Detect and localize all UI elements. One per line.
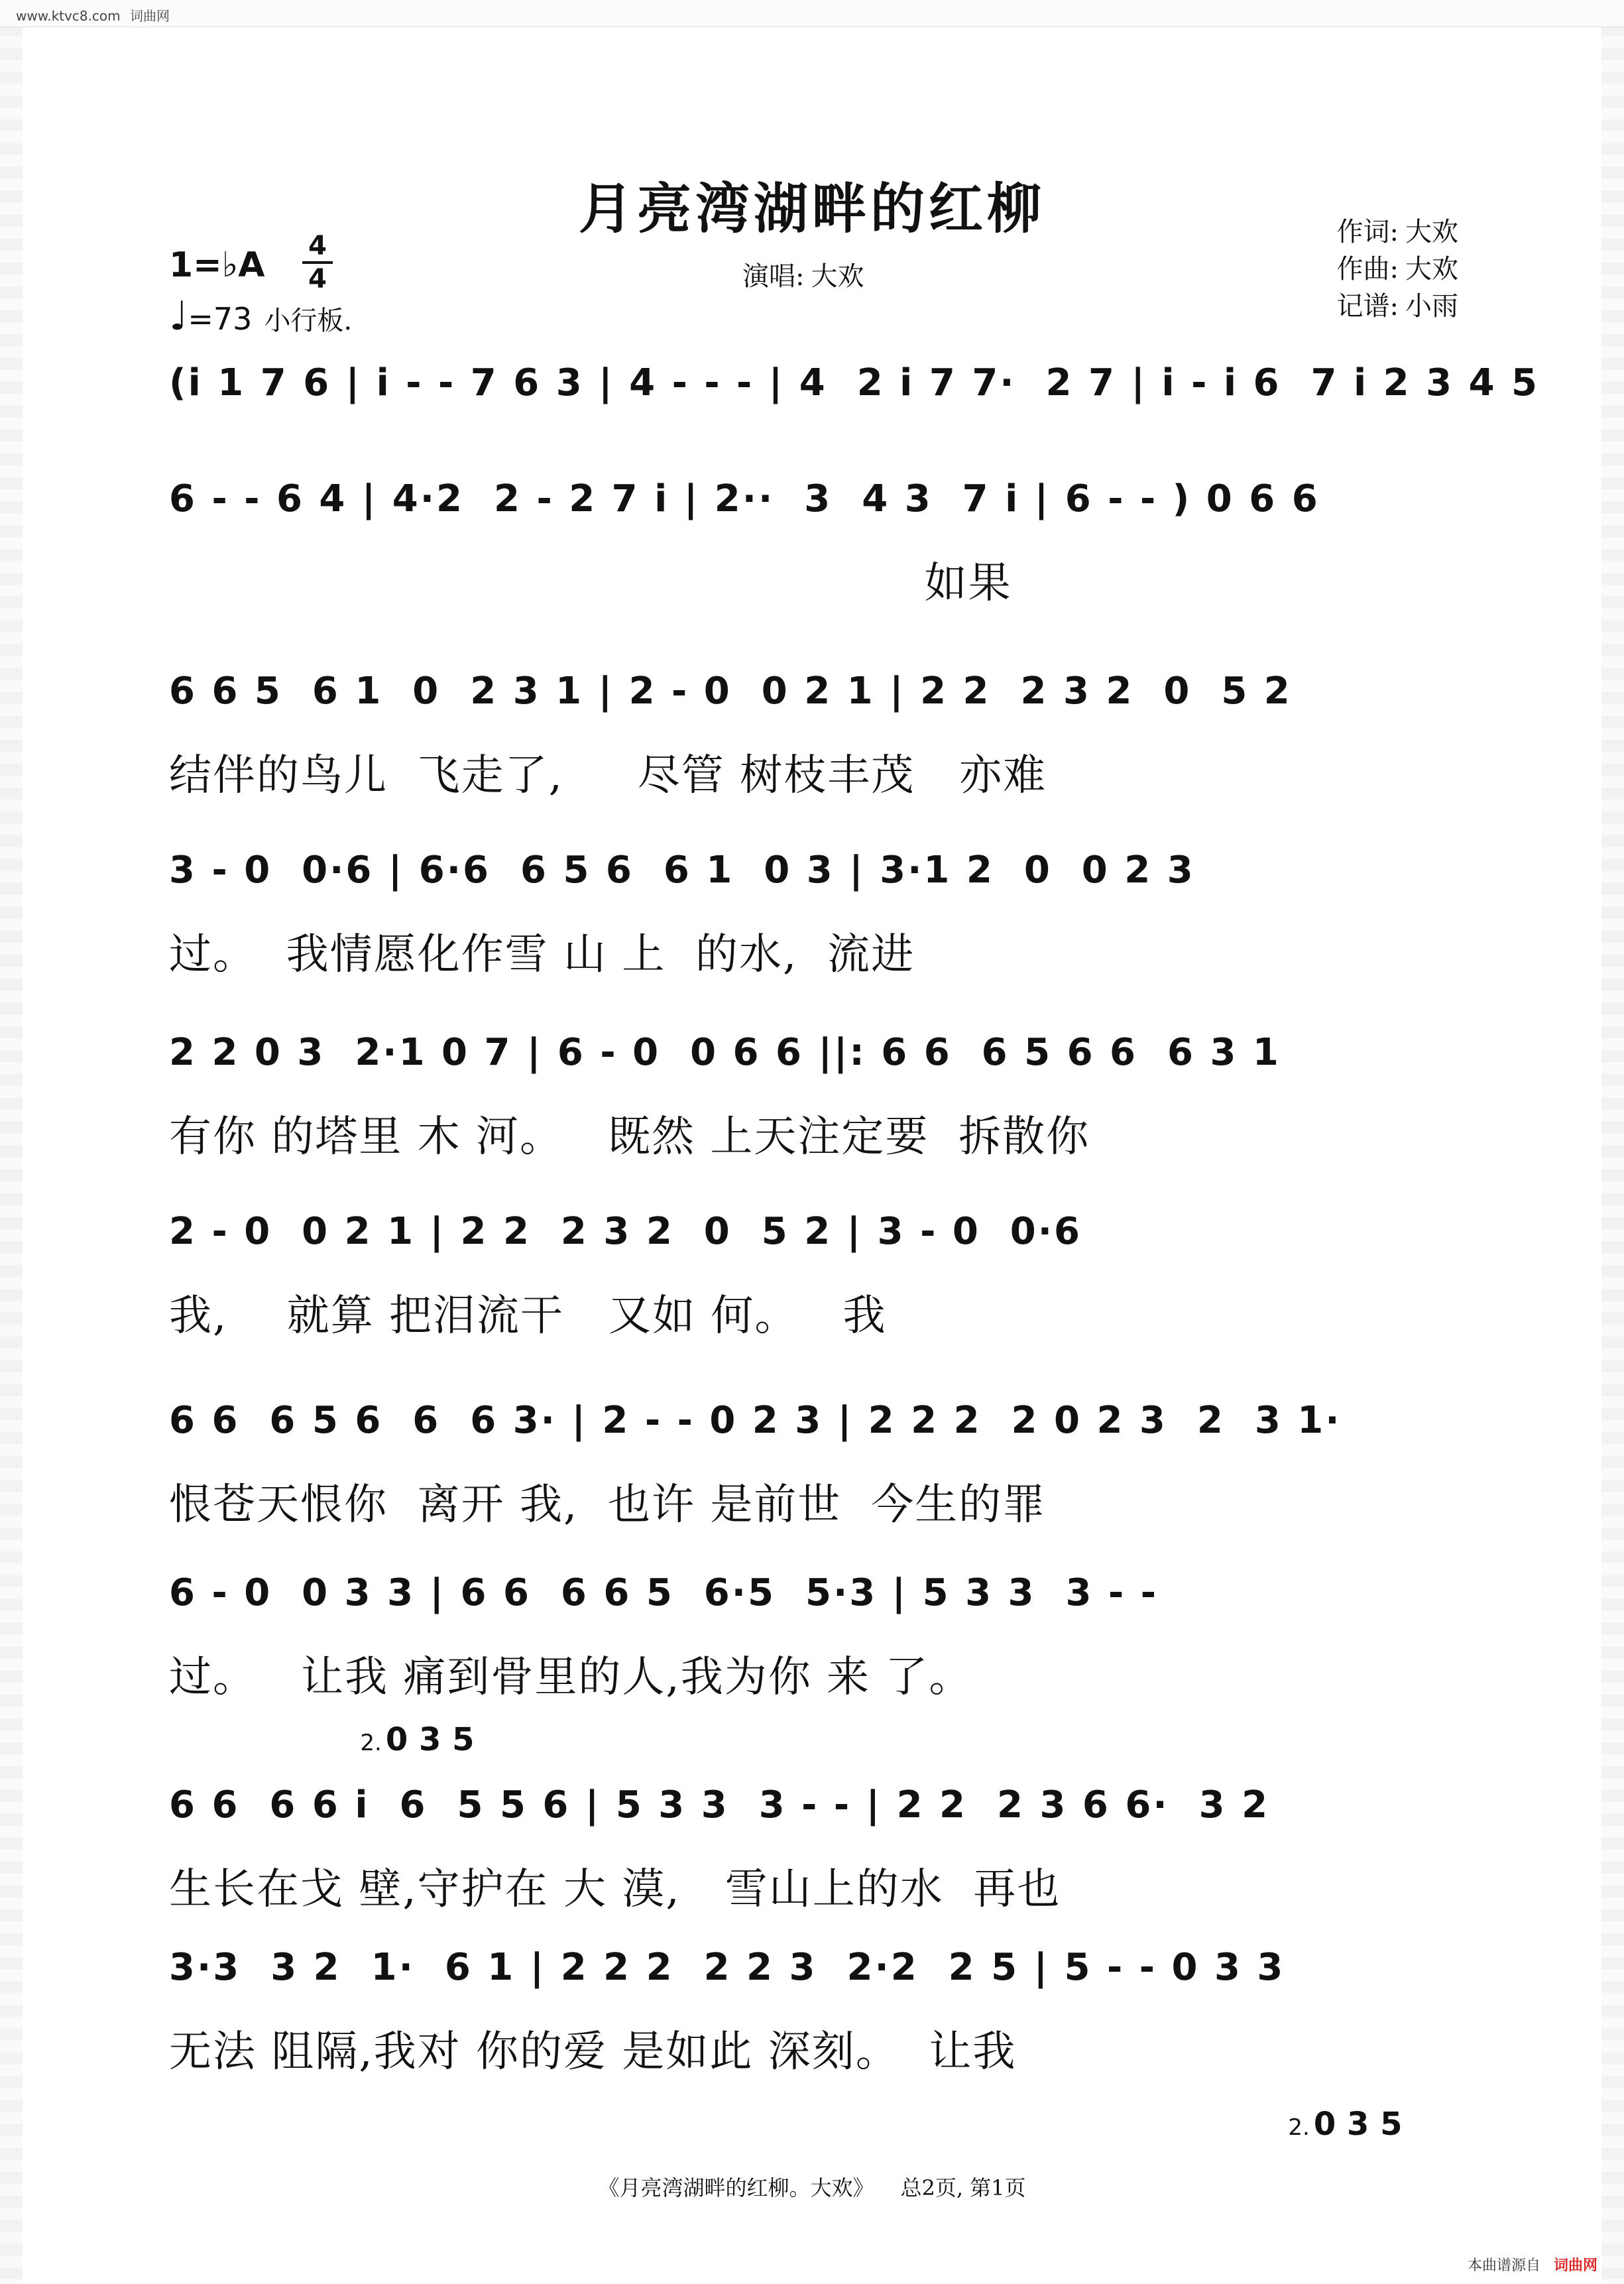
ending-bracket-1 — [338, 1684, 475, 1758]
right-margin-strip — [1601, 0, 1624, 2284]
notes: 6 - 0 0 3 3 | 6 6 6 6 5 6·5 5·3 | 5 3 3 3 - - — [169, 1571, 1158, 1614]
key-signature: 1=♭A — [169, 245, 265, 285]
notes: 3·3 3 2 1· 6 1 | 2 2 2 2 2 3 2·2 2 5 | 5 - - 0 3 3 — [169, 1946, 1285, 1989]
notes: 6 6 6 5 6 6 6 3· | 2 - - 0 2 3 | 2 2 2 2 0 2 3 2 3 1· — [169, 1399, 1342, 1442]
credits — [1330, 213, 1458, 325]
tempo-mark: 小行板. — [264, 306, 353, 336]
site-label: 词曲网 — [130, 8, 170, 24]
credit-label: 作词: — [1336, 217, 1399, 247]
credit-lyricist — [1330, 213, 1458, 251]
score-line-6 — [169, 1210, 1468, 1343]
notes: 2 - 0 0 2 1 | 2 2 2 3 2 0 5 2 | 3 - 0 0·6 — [169, 1210, 1082, 1253]
time-signature — [302, 232, 333, 293]
ending-notes: 0 3 5 — [1313, 2106, 1403, 2143]
lyrics: 过。 让我 痛到骨里的人,我为你 来 了。 — [169, 1653, 973, 1702]
tempo — [169, 293, 352, 339]
lyrics: 如果 — [169, 559, 1012, 608]
time-signature-top: 4 — [308, 231, 327, 261]
lyrics: 结伴的鸟儿 飞走了, 尽管 树枝丰茂 亦难 — [169, 751, 1047, 800]
notes: 6 6 5 6 1 0 2 3 1 | 2 - 0 0 2 1 | 2 2 2 3 2 0 5 2 — [169, 670, 1292, 713]
lyrics: 过。 我情愿化作雪 山 上 的水, 流进 — [169, 930, 915, 979]
site-url-text[interactable]: www.ktvc8.com — [16, 8, 121, 24]
time-signature-bottom: 4 — [308, 264, 327, 294]
tempo-bpm: =73 — [188, 301, 253, 337]
corner-brand[interactable]: 词曲网 — [1553, 2257, 1597, 2274]
lyrics: 我, 就算 把泪流干 又如 何。 我 — [169, 1292, 887, 1341]
notes: 6 6 6 6 i 6 5 5 6 | 5 3 3 3 - - | 2 2 2 3 6 6· 3 2 — [169, 1783, 1270, 1827]
site-url[interactable] — [11, 5, 170, 25]
footer-pages: 总2页, 第1页 — [900, 2175, 1026, 2200]
page-footer — [0, 2171, 1624, 2202]
singer-name: 大欢 — [811, 261, 864, 292]
singer-label: 演唱: — [742, 261, 805, 292]
notes: 3 - 0 0·6 | 6·6 6 5 6 6 1 0 3 | 3·1 2 0 0 2 3 — [169, 849, 1195, 892]
credit-label: 作曲: — [1336, 254, 1399, 284]
corner-source — [1468, 2254, 1597, 2275]
lyrics: 恨苍天恨你 离开 我, 也许 是前世 今生的罪 — [169, 1480, 1047, 1530]
notes: 2 2 0 3 2·1 0 7 | 6 - 0 0 6 6 ||: 6 6 6 5 6 6 6 3 1 — [169, 1031, 1281, 1074]
corner-source-text: 本曲谱源自 — [1467, 2257, 1540, 2274]
lyrics: 无法 阻隔,我对 你的爱 是如此 深刻。 让我 — [169, 2027, 1017, 2076]
quarter-note-icon: ♩ — [169, 293, 188, 339]
singer — [736, 255, 864, 293]
credit-name: 小雨 — [1405, 291, 1458, 322]
left-margin-strip — [0, 0, 23, 2284]
credit-label: 记谱: — [1336, 291, 1399, 322]
score-line-7 — [169, 1399, 1468, 1532]
score-line-10 — [169, 1946, 1468, 2078]
ending-bracket-2 — [1266, 2069, 1403, 2143]
credit-transcriber — [1330, 288, 1458, 325]
footer-title: 《月亮湾湖畔的红柳。大欢》 — [598, 2175, 874, 2200]
score-line-3 — [169, 670, 1468, 802]
credit-name: 大欢 — [1405, 217, 1458, 247]
notes: 6 - - 6 4 | 4·2 2 - 2 7 i | 2·· 3 4 3 7 i | 6 - - ) 0 6 6 — [169, 477, 1320, 520]
lyrics: 生长在戈 壁,守护在 大 漠, 雪山上的水 再也 — [169, 1865, 1061, 1914]
score-line-5 — [169, 1031, 1468, 1164]
score-line-2 — [169, 477, 1468, 610]
ending-number: 2. — [1288, 2114, 1310, 2141]
lyrics: 有你 的塔里 木 河。 既然 上天注定要 拆散你 — [169, 1112, 1090, 1162]
ending-number: 2. — [360, 1730, 382, 1756]
credit-composer — [1330, 251, 1458, 288]
credit-name: 大欢 — [1405, 254, 1458, 284]
ending-notes: 0 3 5 — [385, 1721, 475, 1758]
top-bar — [0, 0, 1624, 27]
notes: (i 1 7 6 | i - - 7 6 3 | 4 - - - | 4 2 i 7 7· 2 7 | i - i 6 7 i 2 3 4 5 — [169, 361, 1539, 404]
score-line-1 — [169, 361, 1539, 421]
score-line-4 — [169, 849, 1468, 981]
score-line-9 — [169, 1783, 1468, 1916]
song-title: 月亮湾湖畔的红柳 — [578, 177, 1045, 241]
